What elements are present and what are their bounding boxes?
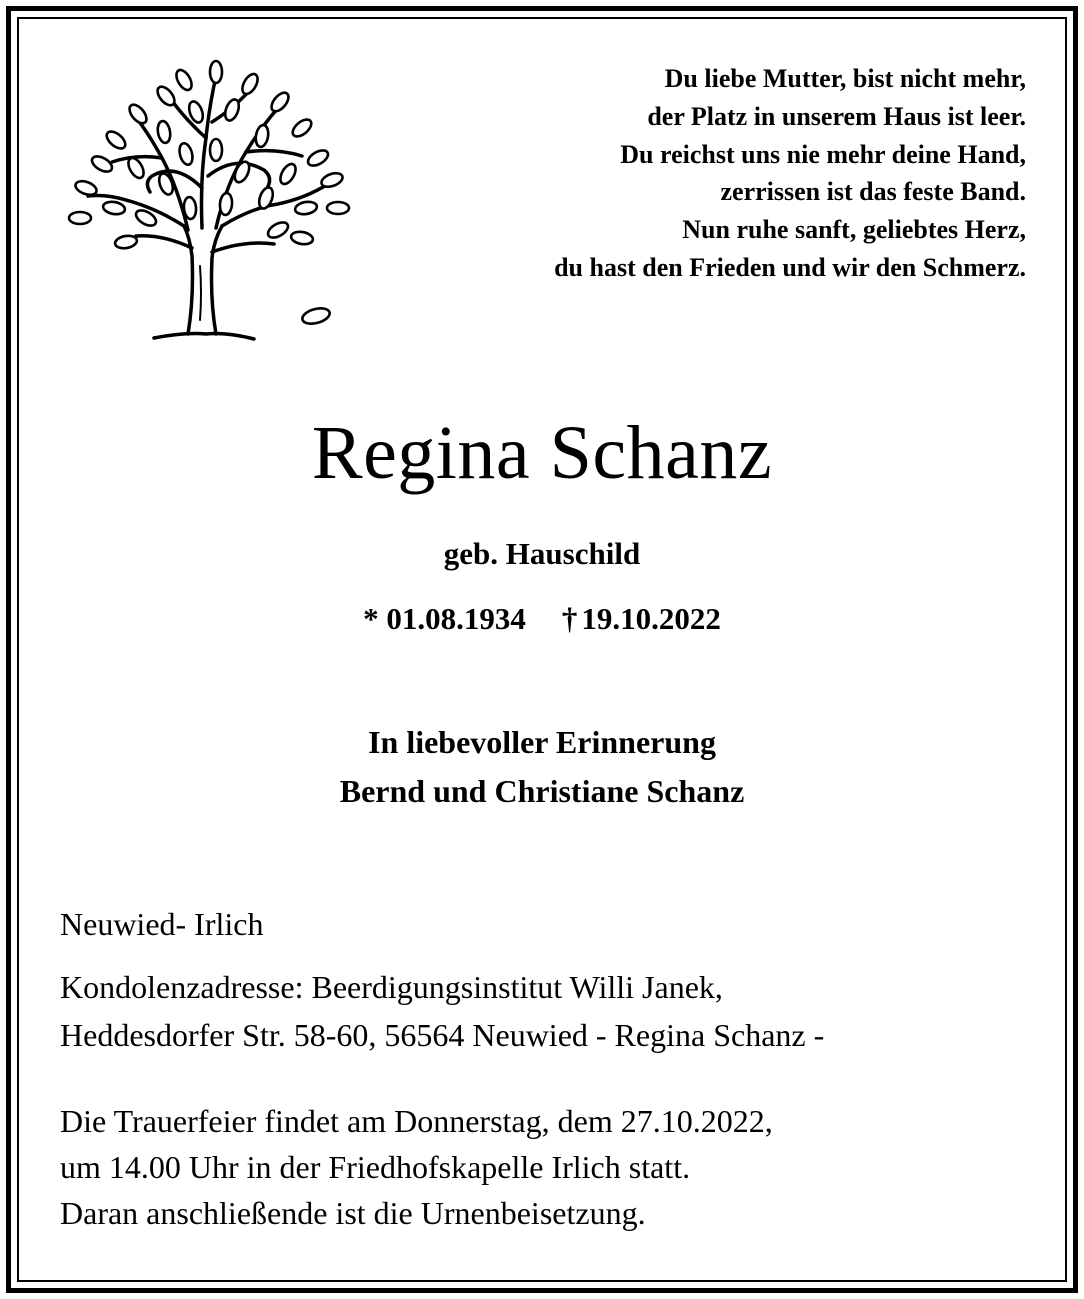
poem-line: du hast den Frieden und wir den Schmerz.	[554, 252, 1026, 282]
poem-line: Du reichst uns nie mehr deine Hand,	[620, 139, 1026, 169]
condolence-line: Heddesdorfer Str. 58-60, 56564 Neuwied - Regina Schanz -	[60, 1017, 825, 1053]
ceremony-line: Die Trauerfeier findet am Donnerstag, dem 27.10.2022,	[60, 1103, 773, 1139]
ceremony-line: Daran anschließende ist die Urnenbeisetzung.	[60, 1195, 646, 1231]
mourners: Bernd und Christiane Schanz	[339, 773, 745, 809]
poem-line: Du liebe Mutter, bist nicht mehr,	[664, 64, 1026, 93]
poem-line: Nun ruhe sanft, geliebtes Herz,	[682, 215, 1026, 245]
leaf-icon	[301, 306, 332, 327]
life-dates	[0, 598, 1084, 640]
birth-date: * 01.08.1934	[363, 601, 526, 636]
maiden-name: geb. Hauschild	[443, 536, 641, 571]
location: Neuwied- Irlich	[60, 906, 264, 942]
condolence-address	[60, 963, 1050, 1059]
memory-block	[0, 718, 1084, 816]
cross-icon: †	[561, 601, 578, 636]
tree-icon	[66, 58, 356, 348]
ceremony-info	[60, 1098, 1050, 1236]
ceremony-line: um 14.00 Uhr in der Friedhofskapelle Irlich statt.	[60, 1149, 691, 1185]
death-date: 19.10.2022	[581, 601, 721, 636]
memory-heading: In liebevoller Erinnerung	[368, 724, 716, 760]
deceased-name: Regina Schanz	[311, 411, 773, 495]
poem	[386, 60, 1026, 287]
condolence-line: Kondolenzadresse: Beerdigungsinstitut Willi Janek,	[60, 969, 723, 1005]
poem-line: der Platz in unserem Haus ist leer.	[647, 101, 1026, 131]
poem-line: zerrissen ist das feste Band.	[720, 177, 1026, 207]
